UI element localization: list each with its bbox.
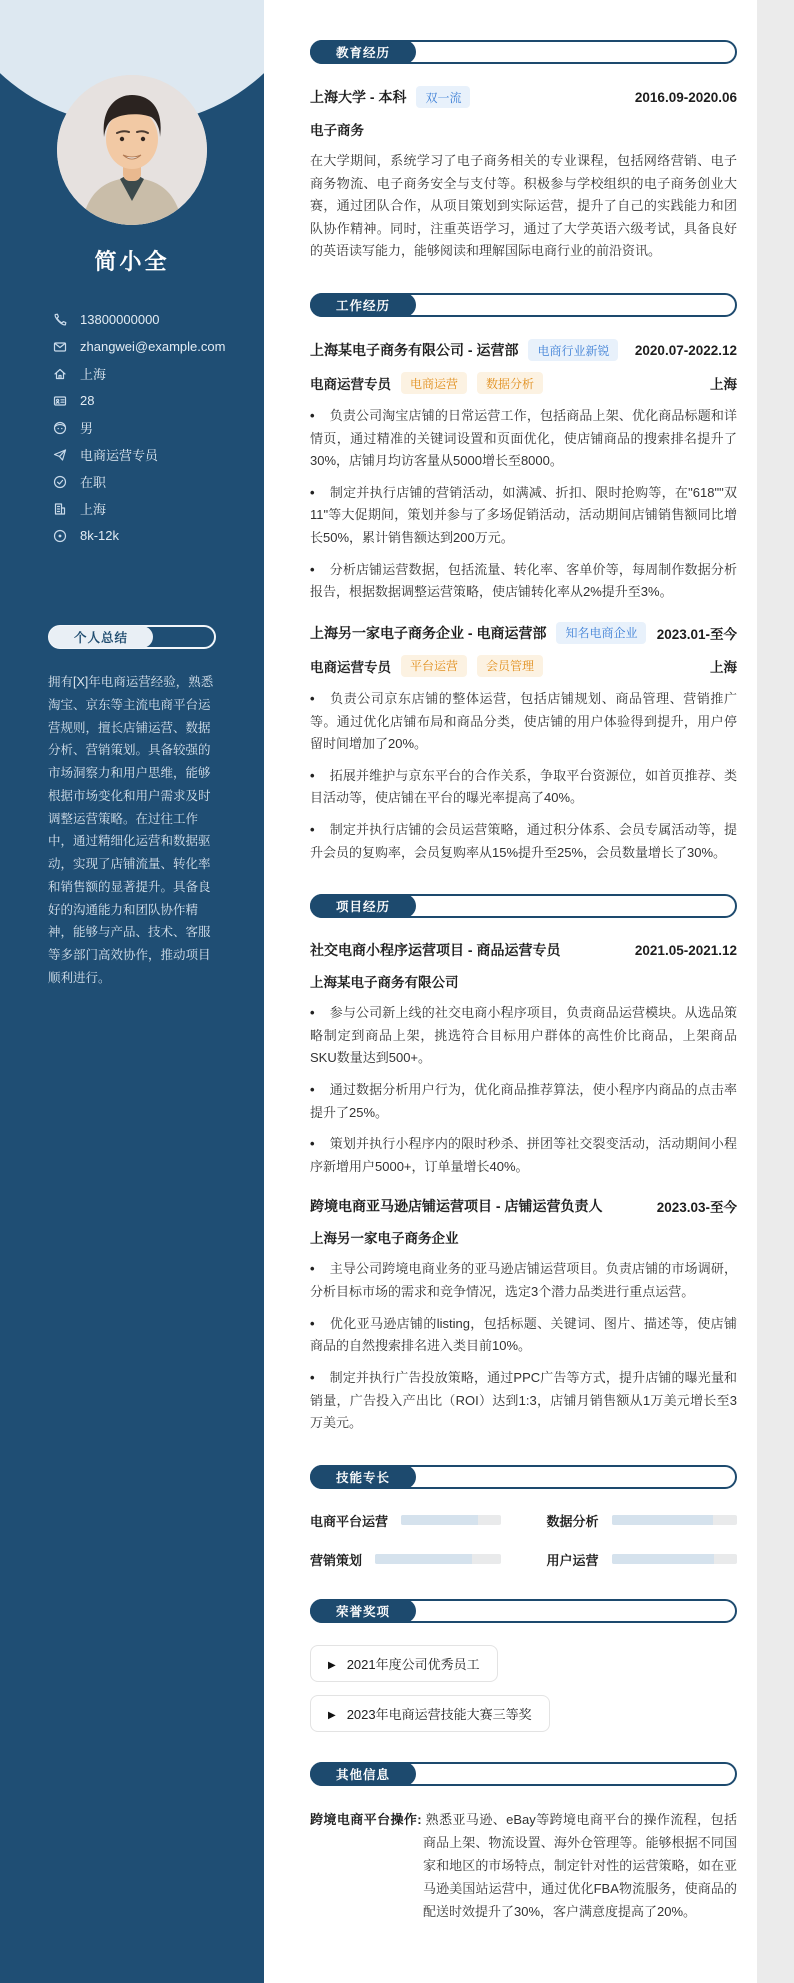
contact-desired-city bbox=[52, 495, 244, 522]
honors-header bbox=[310, 1599, 737, 1623]
work-entry bbox=[310, 339, 737, 604]
contact-value: 在职 bbox=[80, 475, 107, 490]
home-icon bbox=[52, 366, 67, 381]
education-description: 在大学期间，系统学习了电子商务相关的专业课程，包括网络营销、电子商务物流、电子商务安全与支付等。积极参与学校组织的电子商务创业大赛，通过团队合作，从项目策划到实际运营，提升了自己的实践能力和团队协作精神。同时，注重英语学习，通过了大学英语六级考试，具备良好的英语读写能力，能够阅读和理解国际电商行业的前沿资讯。 bbox=[310, 153, 737, 259]
skill-label: 电商平台运营 bbox=[310, 1513, 389, 1529]
school-name: 上海大学 - 本科 bbox=[310, 89, 407, 105]
skill-label: 用户运营 bbox=[546, 1552, 599, 1568]
contact-phone bbox=[52, 306, 244, 333]
job-tag: 电商运营 bbox=[401, 372, 467, 394]
bullet-icon: • bbox=[310, 1136, 315, 1152]
contact-value: zhangwei@example.com bbox=[80, 339, 226, 354]
other-title: 其他信息 bbox=[310, 1762, 416, 1786]
other-label: 跨境电商平台操作: bbox=[310, 1811, 422, 1827]
honor-text: 2021年度公司优秀员工 bbox=[346, 1656, 480, 1672]
bullet-icon: • bbox=[310, 1369, 315, 1385]
project-org: 上海某电子商务有限公司 bbox=[310, 975, 459, 991]
main-content bbox=[264, 0, 757, 1983]
work-date: 2020.07-2022.12 bbox=[634, 342, 737, 358]
triangle-icon bbox=[328, 1706, 336, 1721]
bullet-icon: • bbox=[310, 821, 315, 837]
job-location: 上海 bbox=[710, 659, 737, 675]
contact-email bbox=[52, 333, 244, 360]
id-card-icon bbox=[52, 393, 67, 408]
section-other bbox=[310, 1762, 737, 1924]
contact-city bbox=[52, 360, 244, 387]
bullet-icon: • bbox=[310, 1315, 315, 1331]
skill-label: 营销策划 bbox=[310, 1552, 363, 1568]
skill-bar-fill bbox=[401, 1515, 478, 1525]
job-tag: 数据分析 bbox=[477, 372, 543, 394]
skill-item bbox=[547, 1511, 738, 1530]
honors-title: 荣誉奖项 bbox=[310, 1599, 416, 1623]
contact-status bbox=[52, 468, 244, 495]
skill-item bbox=[310, 1511, 501, 1530]
work-bullet: • 负责公司京东店铺的整体运营，包括店铺规划、商品管理、营销推广等。通过优化店铺布局和商品分类，使店铺的用户体验得到提升，用户停留时间增加了20%。 bbox=[310, 690, 737, 752]
work-bullet: • 负责公司淘宝店铺的日常运营工作，包括商品上架、优化商品标题和详情页，通过精准的关键词设置和页面优化，使店铺商品的搜索排名提升了30%，店铺月均访客量从5000增长至8000。 bbox=[310, 408, 737, 469]
job-role: 电商运营专员 bbox=[310, 659, 391, 675]
summary-text: 拥有[X]年电商运营经验，熟悉淘宝、京东等主流电商平台运营规则，擅长店铺运营、数据分析、营销策划。具备较强的市场洞察力和用户思维，能够根据市场变化和用户需求及时调整运营策略。在过往工作中，通过精细化运营和数据驱动，实现了店铺流量、转化率和销售额的显著提升。具备良好的沟通能力和团队协作精神，能够与产品、技术、客服等多部门高效协作，推动项目顺利进行。 bbox=[48, 675, 214, 985]
paper-plane-icon bbox=[52, 447, 67, 462]
summary-section-header bbox=[48, 625, 216, 649]
skill-bar-fill bbox=[375, 1554, 472, 1564]
other-header bbox=[310, 1762, 737, 1786]
work-bullet: • 制定并执行店铺的会员运营策略，通过积分体系、会员专属活动等，提升会员的复购率，会员复购率从15%提升至25%，会员数量增长了30%。 bbox=[310, 821, 737, 860]
skills-title: 技能专长 bbox=[310, 1465, 416, 1489]
skill-label: 数据分析 bbox=[546, 1513, 599, 1529]
project-bullet: • 参与公司新上线的社交电商小程序项目，负责商品运营模块。从选品策略制定到商品上架，挑选符合目标用户群体的高性价比商品，上架商品SKU数量达到500+。 bbox=[310, 1005, 737, 1066]
project-bullet: • 主导公司跨境电商业务的亚马逊店铺运营项目。负责店铺的市场调研，分析目标市场的需求和竞争情况，选定3个潜力品类进行重点运营。 bbox=[310, 1261, 737, 1300]
right-gutter bbox=[757, 0, 794, 1983]
work-header bbox=[310, 293, 737, 317]
honor-text: 2023年电商运营技能大赛三等奖 bbox=[346, 1706, 532, 1722]
contact-value: 电商运营专员 bbox=[80, 448, 159, 463]
building-icon bbox=[52, 501, 67, 516]
other-info bbox=[310, 1808, 737, 1924]
bullet-icon: • bbox=[310, 1261, 315, 1277]
contact-value: 上海 bbox=[80, 502, 107, 517]
section-skills bbox=[310, 1465, 737, 1569]
job-location: 上海 bbox=[710, 377, 737, 393]
summary-section-title: 个人总结 bbox=[49, 626, 153, 648]
project-entry bbox=[310, 1196, 737, 1434]
company-name: 上海另一家电子商务企业 - 电商运营部 bbox=[310, 624, 547, 641]
contact-salary bbox=[52, 522, 244, 549]
skill-bar-fill bbox=[612, 1554, 715, 1564]
skill-bar bbox=[612, 1554, 737, 1564]
job-role: 电商运营专员 bbox=[310, 377, 391, 393]
contact-value: 28 bbox=[80, 393, 95, 408]
triangle-icon bbox=[328, 1656, 336, 1671]
candidate-name: 简小全 bbox=[94, 249, 170, 274]
contact-list bbox=[0, 306, 264, 549]
projects-title: 项目经历 bbox=[310, 894, 416, 918]
work-bullet: • 制定并执行店铺的营销活动，如满减、折扣、限时抢购等，在"618""双11"等大促期间，策划并参与了多场促销活动，活动期间店铺销售额同比增长50%，累计销售额达到200万元。 bbox=[310, 484, 737, 546]
sidebar bbox=[0, 0, 264, 1983]
education-header bbox=[310, 40, 737, 64]
project-date: 2023.03-至今 bbox=[656, 1200, 737, 1216]
honor-item bbox=[310, 1645, 498, 1682]
section-projects bbox=[310, 894, 737, 1435]
salary-icon bbox=[52, 528, 67, 543]
section-education bbox=[310, 40, 737, 263]
mail-icon bbox=[52, 339, 67, 354]
skill-bar-fill bbox=[612, 1515, 714, 1525]
education-title: 教育经历 bbox=[310, 40, 416, 64]
honor-item bbox=[310, 1695, 550, 1732]
work-bullet: • 拓展并维护与京东平台的合作关系，争取平台资源位，如首页推荐、类目活动等，使店铺在平台的曝光率提高了40%。 bbox=[310, 767, 737, 806]
status-icon bbox=[52, 474, 67, 489]
bullet-icon: • bbox=[310, 561, 315, 577]
phone-icon bbox=[52, 312, 67, 327]
project-bullet: • 制定并执行广告投放策略，通过PPC广告等方式，提升店铺的曝光量和销量，广告投入产出比（ROI）达到1:3，店铺月销售额从1万美元增长至3万美元。 bbox=[310, 1369, 737, 1431]
company-name: 上海某电子商务有限公司 - 运营部 bbox=[310, 342, 519, 359]
company-badge: 电商行业新锐 bbox=[528, 339, 618, 361]
skill-bar bbox=[375, 1554, 500, 1564]
bullet-icon: • bbox=[310, 484, 315, 500]
project-bullet: • 通过数据分析用户行为，优化商品推荐算法，使小程序内商品的点击率提升了25%。 bbox=[310, 1082, 737, 1120]
project-bullet: • 优化亚马逊店铺的listing，包括标题、关键词、图片、描述等，使店铺商品的自然搜索排名进入类目前10%。 bbox=[310, 1315, 737, 1354]
education-date: 2016.09-2020.06 bbox=[634, 89, 737, 105]
job-tag: 平台运营 bbox=[401, 655, 467, 677]
bullet-icon: • bbox=[310, 767, 315, 783]
contact-value: 8k-12k bbox=[80, 528, 120, 543]
section-honors bbox=[310, 1599, 737, 1732]
contact-value: 男 bbox=[80, 421, 94, 436]
bullet-icon: • bbox=[310, 690, 315, 706]
education-entry bbox=[310, 86, 737, 263]
bullet-icon: • bbox=[310, 1005, 315, 1021]
contact-gender bbox=[52, 414, 244, 441]
school-badge: 双一流 bbox=[416, 86, 470, 108]
project-bullet: • 策划并执行小程序内的限时秒杀、拼团等社交裂变活动，活动期间小程序新增用户5000+，订单量增长40%。 bbox=[310, 1136, 737, 1174]
project-entry bbox=[310, 940, 737, 1178]
project-name: 跨境电商亚马逊店铺运营项目 - 店铺运营负责人 bbox=[310, 1198, 603, 1215]
major-name: 电子商务 bbox=[310, 123, 364, 138]
avatar bbox=[57, 75, 207, 225]
work-title: 工作经历 bbox=[310, 293, 416, 317]
work-entry bbox=[310, 622, 737, 864]
contact-value: 13800000000 bbox=[80, 312, 160, 327]
skill-bar bbox=[401, 1515, 500, 1525]
work-date: 2023.01-至今 bbox=[656, 626, 737, 642]
bullet-icon: • bbox=[310, 1082, 315, 1098]
work-bullet: • 分析店铺运营数据，包括流量、转化率、客单价等，每周制作数据分析报告，根据数据调整运营策略，使店铺转化率从2%提升至3%。 bbox=[310, 561, 737, 600]
skills-grid bbox=[310, 1511, 737, 1569]
job-tag: 会员管理 bbox=[477, 655, 543, 677]
contact-age bbox=[52, 387, 244, 414]
contact-value: 上海 bbox=[80, 367, 107, 382]
projects-header bbox=[310, 894, 737, 918]
skill-item bbox=[310, 1550, 501, 1569]
other-text: 熟悉亚马逊、eBay等跨境电商平台的操作流程，包括商品上架、物流设置、海外仓管理等。能够根据不同国家和地区的市场特点，制定针对性的运营策略，如在亚马逊美国站运营中，通过优化FBA物流服务，使商品的配送时效提升了30%，客户满意度提高了20%。 bbox=[423, 1811, 737, 1920]
project-org: 上海另一家电子商务企业 bbox=[310, 1231, 459, 1247]
gender-icon bbox=[52, 420, 67, 435]
company-badge: 知名电商企业 bbox=[556, 622, 646, 644]
portrait-photo bbox=[57, 75, 207, 225]
skill-item bbox=[547, 1550, 738, 1569]
project-date: 2021.05-2021.12 bbox=[634, 942, 737, 958]
project-name: 社交电商小程序运营项目 - 商品运营专员 bbox=[310, 942, 561, 959]
bullet-icon: • bbox=[310, 408, 315, 424]
honors-list bbox=[310, 1645, 737, 1732]
contact-desired-position bbox=[52, 441, 244, 468]
skill-bar bbox=[612, 1515, 737, 1525]
skills-header bbox=[310, 1465, 737, 1489]
section-work bbox=[310, 293, 737, 864]
